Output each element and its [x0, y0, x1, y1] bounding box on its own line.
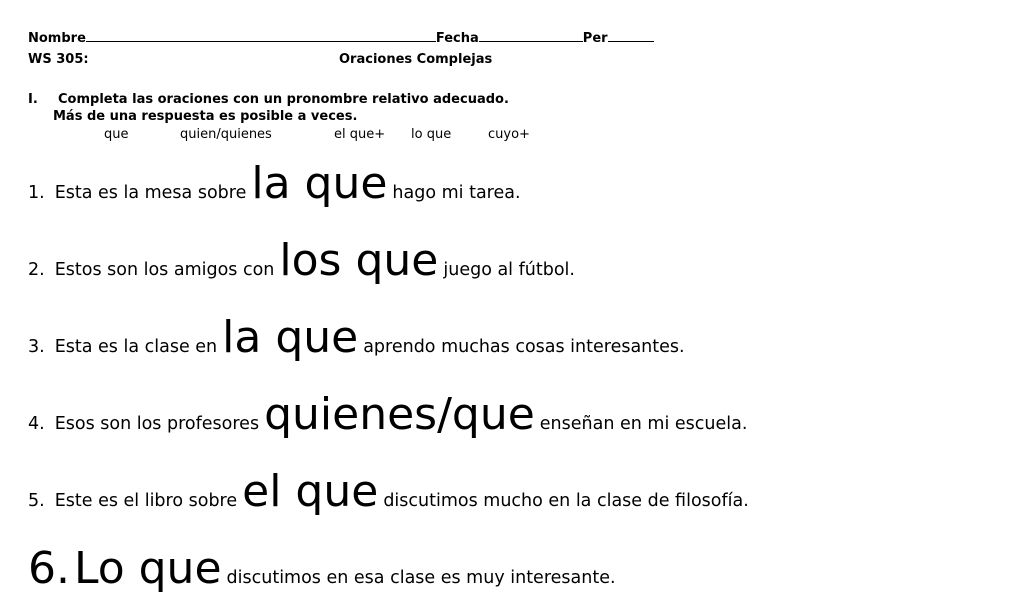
sentence-4	[28, 389, 748, 440]
sentence-text-before: Esos son los profesores	[54, 414, 260, 434]
sentence-answer: los que	[279, 235, 439, 286]
word-bank-item: el que+	[334, 127, 386, 142]
sentence-5	[28, 466, 749, 517]
sentence-2	[28, 235, 575, 286]
instruction-line-1	[28, 91, 509, 108]
sentence-number: 6.	[28, 543, 70, 594]
sentence-text-before: Estos son los amigos con	[54, 260, 275, 280]
sentence-3	[28, 312, 685, 363]
sentence-number: 4.	[28, 414, 45, 434]
sentence-text-after: enseñan en mi escuela.	[539, 414, 748, 434]
sentence-text-before: Esta es la clase en	[54, 337, 218, 357]
sentence-6	[28, 543, 616, 594]
sentence-answer: Lo que	[73, 543, 222, 594]
sentence-text-before: Este es el libro sobre	[54, 491, 238, 511]
student-info-line	[28, 29, 654, 47]
sentence-text-after: hago mi tarea.	[392, 183, 521, 203]
worksheet-title: Oraciones Complejas	[339, 52, 493, 67]
sentence-answer: quienes/que	[264, 389, 535, 440]
instruction-text-2: Más de una respuesta es posible a veces.	[53, 109, 358, 124]
sentence-text-after: discutimos mucho en la clase de filosofía.	[383, 491, 749, 511]
section-number: I.	[28, 92, 38, 107]
period-label: Per	[582, 31, 608, 46]
worksheet-title-line	[28, 52, 508, 68]
word-bank-item: cuyo+	[488, 127, 530, 142]
sentence-text-after: juego al fútbol.	[443, 260, 575, 280]
sentence-number: 3.	[28, 337, 45, 357]
name-blank	[86, 29, 436, 42]
worksheet-code: WS 305:	[28, 52, 89, 67]
sentence-number: 1.	[28, 183, 45, 203]
sentence-number: 2.	[28, 260, 45, 280]
sentence-text-after: aprendo muchas cosas interesantes.	[363, 337, 685, 357]
sentence-answer: la que	[251, 158, 388, 209]
sentence-text-after: discutimos en esa clase es muy interesante.	[226, 568, 616, 588]
instruction-text-1: Completa las oraciones con un pronombre relativo adecuado.	[58, 92, 509, 107]
period-blank	[608, 29, 654, 42]
sentence-answer: el que	[242, 466, 379, 517]
date-blank	[479, 29, 583, 42]
sentence-1	[28, 158, 521, 209]
date-label: Fecha	[435, 31, 479, 46]
word-bank-item: quien/quienes	[180, 127, 272, 142]
sentence-answer: la que	[222, 312, 359, 363]
word-bank-item: que	[104, 127, 129, 142]
instructions	[28, 91, 509, 125]
sentence-number: 5.	[28, 491, 45, 511]
name-label: Nombre	[28, 31, 86, 46]
sentence-text-before: Esta es la mesa sobre	[54, 183, 247, 203]
word-bank-item: lo que	[411, 127, 452, 142]
